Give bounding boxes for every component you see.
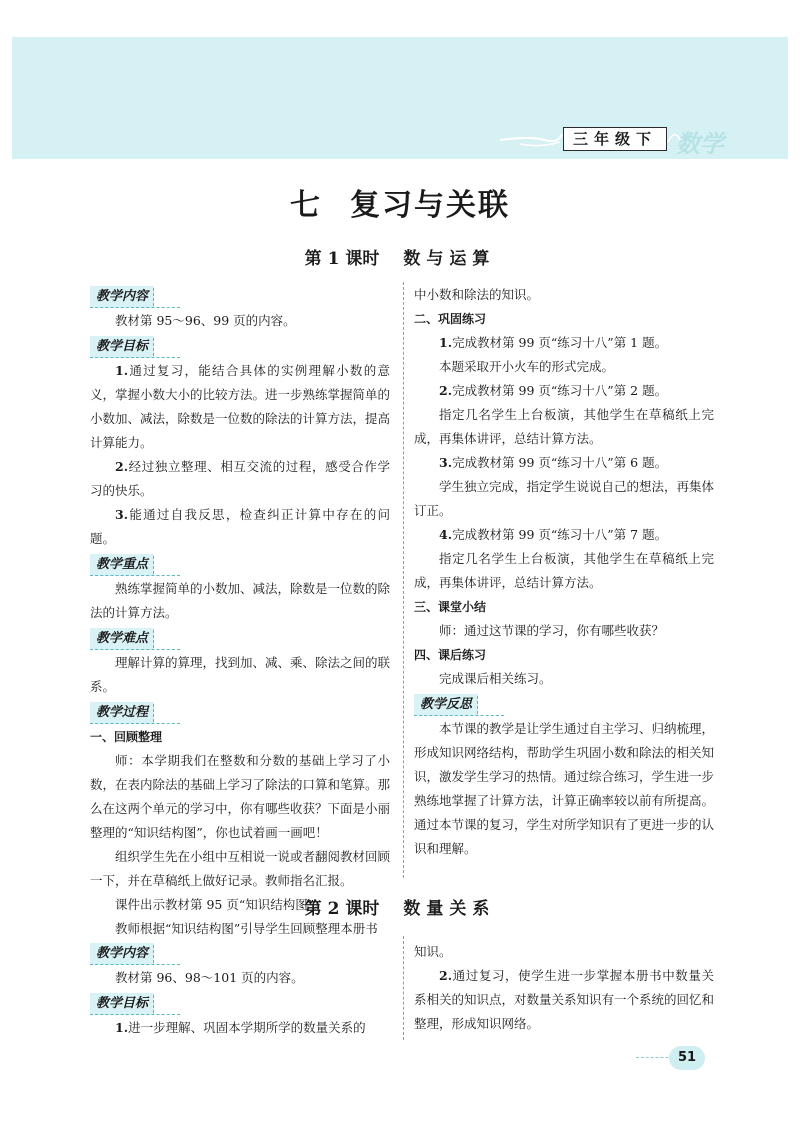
review-paragraph-3: 课件出示教材第 95 页“知识结构图”。 xyxy=(115,897,327,912)
lesson-2-left-column xyxy=(90,940,390,1040)
section-label-difficulty: 教学难点 xyxy=(90,628,154,650)
lesson-2-title xyxy=(0,894,800,919)
continued-text-2: 知识。 xyxy=(414,944,452,959)
lesson-2-right-column xyxy=(414,940,714,1036)
section-label-process: 教学过程 xyxy=(90,702,154,724)
lesson-2-goal-1: 1.进一步理解、巩固本学期所学的数量关系的 xyxy=(115,1020,366,1035)
lesson-1-title xyxy=(0,244,800,269)
lesson-1-right-column xyxy=(414,283,714,861)
subject-watermark: 数学 xyxy=(676,130,724,158)
column-divider-2 xyxy=(403,936,404,1040)
goal-1: 1.通过复习，能结合具体的实例理解小数的意义，掌握小数大小的比较方法。进一步熟练掌握简单的小数加、减法，除数是一位数的除法的计算方法，提高计算能力。 xyxy=(90,363,391,450)
chapter-number: 七 xyxy=(290,188,322,223)
exercise-2-note: 指定几名学生上台板演，其他学生在草稿纸上完成，再集体讲评，总结计算方法。 xyxy=(414,407,714,446)
exercise-1-note: 本题采取开小火车的形式完成。 xyxy=(439,359,615,374)
practice-heading: 二、巩固练习 xyxy=(414,312,487,326)
section-label-content-2: 教学内容 xyxy=(90,943,154,965)
section-label-reflection: 教学反思 xyxy=(414,694,478,716)
review-paragraph-4: 教师根据“知识结构图”引导学生回顾整理本册书 xyxy=(115,921,378,936)
exercise-4-note: 指定几名学生上台板演，其他学生在草稿纸上完成，再集体讲评，总结计算方法。 xyxy=(414,551,714,590)
content-text-2: 教材第 96、98～101 页的内容。 xyxy=(115,970,304,985)
difficulty-text: 理解计算的算理，找到加、减、乘、除法之间的联系。 xyxy=(90,655,391,694)
focus-text: 熟练掌握简单的小数加、减法，除数是一位数的除法的计算方法。 xyxy=(90,581,391,620)
review-heading: 一、回顾整理 xyxy=(90,730,163,744)
review-paragraph-2: 组织学生先在小组中互相说一说或者翻阅教材回顾一下，并在草稿纸上做好记录。教师指名汇报。 xyxy=(90,849,391,888)
section-label-goals: 教学目标 xyxy=(90,336,154,358)
exercise-1: 1.完成教材第 99 页“练习十八”第 1 题。 xyxy=(439,335,668,350)
exercise-3: 3.完成教材第 99 页“练习十八”第 6 题。 xyxy=(439,455,668,470)
homework-heading: 四、课后练习 xyxy=(414,648,487,662)
exercise-4: 4.完成教材第 99 页“练习十八”第 7 题。 xyxy=(439,527,668,542)
summary-heading: 三、课堂小结 xyxy=(414,600,487,614)
homework-text: 完成课后相关练习。 xyxy=(439,671,552,686)
goal-2: 2.经过独立整理、相互交流的过程，感受合作学习的快乐。 xyxy=(90,459,390,498)
lesson-1-topic: 数与运算 xyxy=(403,249,496,269)
exercise-3-note: 学生独立完成，指定学生说说自己的想法，再集体订正。 xyxy=(414,479,715,518)
column-divider xyxy=(403,282,404,878)
exercise-2: 2.完成教材第 99 页“练习十八”第 2 题。 xyxy=(439,383,668,398)
section-label-goals-2: 教学目标 xyxy=(90,993,154,1015)
chapter-title xyxy=(0,180,800,224)
grade-label: 三年级下 xyxy=(563,127,667,151)
lesson-2-topic: 数量关系 xyxy=(403,899,496,919)
continued-text: 中小数和除法的知识。 xyxy=(414,287,540,302)
review-paragraph-1: 师：本学期我们在整数和分数的基础上学习了小数，在表内除法的基础上学习了除法的口算和笔算。那么在这两个单元的学习中，你有哪些收获？下面是小丽整理的“知识结构图”，你也试着画一画吧！ xyxy=(90,753,391,840)
lesson-1-left-column xyxy=(90,283,390,941)
page-number: 51 xyxy=(669,1046,705,1070)
lesson-1-number: 第 1 课时 xyxy=(304,249,380,269)
goal-3: 3.能通过自我反思，检查纠正计算中存在的问题。 xyxy=(90,507,390,546)
reflection-text: 本节课的教学是让学生通过自主学习、归纳梳理，形成知识网络结构，帮助学生巩固小数和除法的相关知识，激发学生学习的热情。通过综合练习，学生进一步熟练地掌握了计算方法，计算正确率较以前有所提高。通过本节课的复习，学生对所学知识有了更进一步的认识和理解。 xyxy=(414,721,715,856)
section-label-focus: 教学重点 xyxy=(90,554,154,576)
chapter-name: 复习与关联 xyxy=(350,188,510,223)
summary-text: 师：通过这节课的学习，你有哪些收获？ xyxy=(439,623,665,638)
content-text: 教材第 95～96、99 页的内容。 xyxy=(115,313,296,328)
section-label-content: 教学内容 xyxy=(90,286,154,308)
lesson-2-number: 第 2 课时 xyxy=(304,899,380,919)
lesson-2-goal-2: 2.通过复习，使学生进一步掌握本册书中数量关系相关的知识点，对数量关系知识有一个系统的回忆和整理，形成知识网络。 xyxy=(414,968,715,1031)
